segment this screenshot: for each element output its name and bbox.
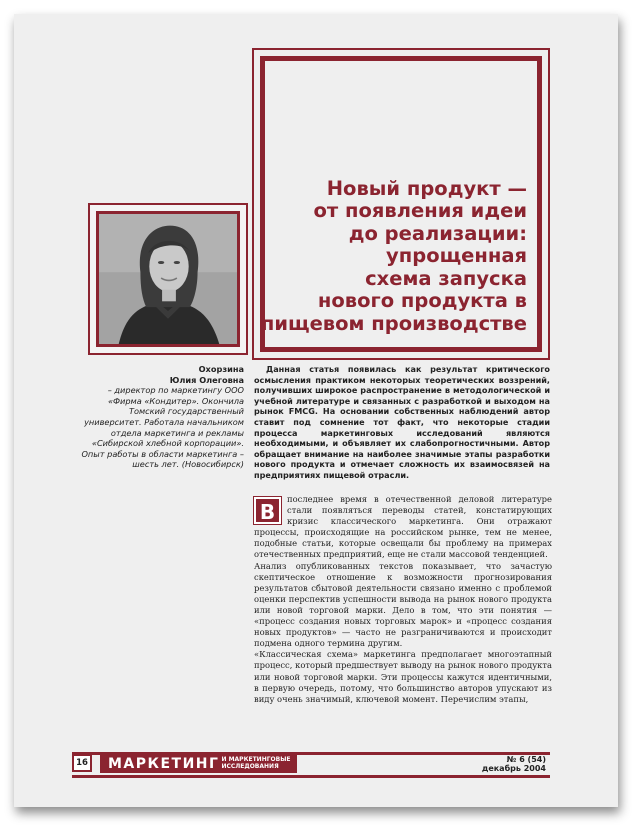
brand-main: МАРКЕТИНГ (108, 755, 220, 772)
page-footer (72, 752, 550, 778)
author-given-name: Юлия Олеговна (169, 374, 244, 385)
title-line: упрощенная (386, 244, 527, 267)
author-bio (76, 364, 244, 470)
issue-info (482, 755, 546, 773)
author-photo-frame (88, 203, 248, 355)
paragraph-text: последнее время в отечественной деловой литературе стали появляться переводы статей, констатирующих кризис классического маркетинга. Они отражают процессы, происходящие на российском рынке, тем не менее, подобные статьи, которые освещали бы проблему на примерах отечественных предприятий, еще не стали массовой тенденцией. (254, 494, 552, 560)
dropcap: В (254, 497, 281, 524)
magazine-logo (100, 754, 297, 773)
magazine-page (14, 14, 618, 807)
title-line: схема запуска (365, 266, 527, 290)
article-abstract: Данная статья появилась как результат критического осмысления практиком некоторых теоретических воззрений, получивших широкое распространение в методологической и учебной литературе и связанных с разработкой и выходом на рынок FMCG. На основании собственных наблюдений автор ставит под сомнение тот факт, что некоторые стадии процесса маркетинговых исследований являются необходимыми, и объявляет их слабопрогностичными. Автор обращает внимание на наиболее значимые этапы разработки нового продукта и отмечает сложность их взаимосвязей на предприятиях пищевой отрасли. (254, 364, 550, 480)
brand-sub-line: И МАРКЕТИНГОВЫЕ (221, 756, 291, 764)
portrait-image (99, 214, 237, 344)
title-frame-inner (260, 56, 542, 352)
page-number: 16 (72, 754, 92, 772)
body-paragraph: «Классическая схема» маркетинга предполагает многоэтапный процесс, который предшествует выводу на рынок нового продукта или новой торговой марки. Эти процессы кажутся идентичными, в первую очередь, потому, что большинство авторов упускают из виду очень значимый, ключевой момент. Перечислим этапы, (254, 649, 552, 704)
body-paragraph: Анализ опубликованных текстов показывает, что зачастую скептическое отношение к возможности прогнозирования результатов сбытовой деятельности связано именно с проблемой оценки перспектив успешности вывода на рынок нового продукта или новой торговой марки. Дело в том, что эти понятия — «процесс создания новых торговых марок» и «процесс создания новых продуктов» — часто не разграничиваются и происходит подмена одного термина другим. (254, 560, 552, 649)
author-surname: Охорзина (198, 364, 244, 374)
body-paragraph (254, 494, 552, 561)
issue-date: декабрь 2004 (481, 764, 546, 773)
author-photo (96, 211, 240, 347)
title-line: Новый продукт — (326, 176, 527, 200)
brand-sub-line: ИССЛЕДОВАНИЯ (221, 762, 279, 770)
title-line: до реализации: (348, 221, 527, 245)
article-body (254, 494, 552, 705)
author-description: – директор по маркетингу ООО «Фирма «Кондитер». Окончила Томский государственный университет. Работала начальником отдела маркетинга и рекламы «Сибирской хлебной корпорации». Опыт работы в области маркетинга – шесть лет. (Новосибирск) (81, 385, 244, 470)
title-line: нового продукта в (317, 289, 527, 312)
title-frame (252, 48, 550, 360)
article-title (257, 178, 527, 336)
brand-sub (221, 757, 290, 770)
issue-number: № 6 (54) (506, 755, 546, 764)
title-line: пищевом производстве (260, 311, 527, 335)
title-line: от появления идеи (313, 199, 527, 222)
